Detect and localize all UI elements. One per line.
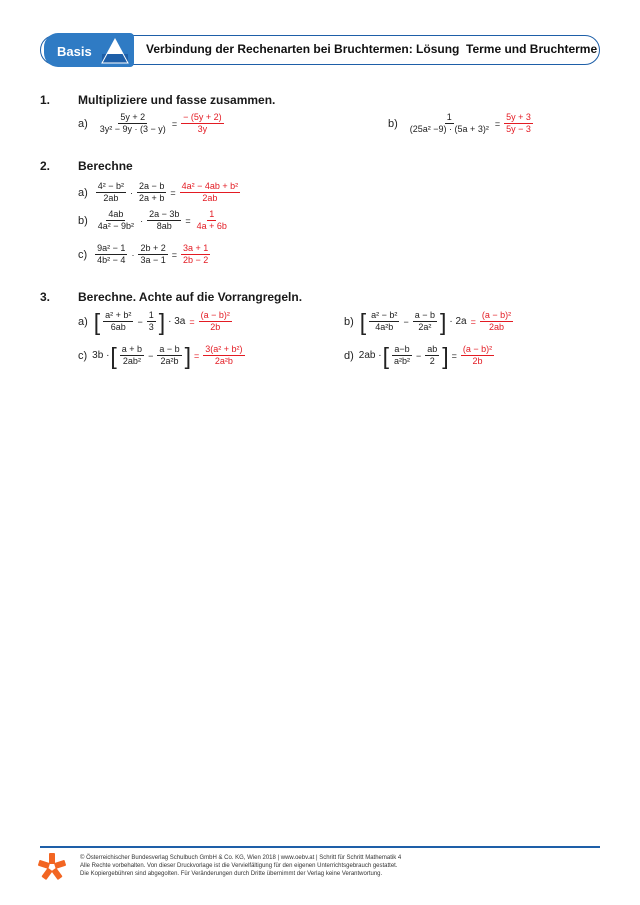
numerator: ab (427, 344, 438, 354)
denominator: 4a + 6b (196, 221, 227, 231)
numerator: a − b (159, 344, 180, 354)
equals-sign: = (189, 316, 195, 327)
numerator: 4a² − 4ab + b² (181, 181, 239, 191)
numerator: 9a² − 1 (97, 243, 126, 253)
equals-sign: = (171, 118, 178, 129)
numerator: 1 (148, 310, 154, 320)
denominator: 2a²b (160, 356, 179, 366)
task3-d-label: d) (344, 349, 354, 362)
task3-number: 3. (40, 290, 51, 304)
task3-a-label: a) (78, 315, 88, 328)
denominator: 3a − 1 (140, 255, 166, 265)
task2-a-solution (180, 181, 241, 204)
term-1 (103, 310, 133, 333)
term-1 (392, 344, 412, 367)
numerator: (a − b)² (462, 344, 493, 354)
denominator: 2a + b (139, 193, 165, 203)
denominator: 2ab (488, 322, 505, 332)
prefactor: 3b · (92, 350, 110, 361)
task3-c (78, 344, 247, 367)
multiplier: · 3a (168, 316, 186, 327)
task2-b-solution (195, 209, 229, 232)
minus-sign: − (148, 350, 154, 361)
equals-sign: = (451, 350, 457, 361)
minus-sign: − (137, 316, 143, 327)
numerator: a−b (394, 344, 410, 354)
right-bracket: ] (442, 342, 449, 369)
minus-sign: − (403, 316, 409, 327)
numerator: (a − b)² (481, 310, 512, 320)
numerator: 2a − b (139, 181, 165, 191)
numerator: 2b + 2 (140, 243, 166, 253)
fees-line: Die Kopiergebühren sind abgegolten. Für Veränderungen durch Dritte übernimmt der Verlag keine Verantwortung. (80, 871, 383, 877)
numerator: a² + b² (105, 310, 132, 320)
task2-c (78, 243, 212, 266)
term-2 (157, 344, 181, 367)
numerator: a + b (121, 344, 143, 354)
denominator: 4b² − 4 (97, 255, 126, 265)
task3-a (78, 310, 234, 333)
task3-b-label: b) (344, 315, 354, 328)
times-sign: · (131, 249, 135, 260)
task2-b-label: b) (78, 214, 88, 227)
right-bracket: ] (439, 308, 447, 335)
equals-sign: = (171, 249, 177, 260)
denominator: 3 (148, 322, 154, 332)
level-badge-label: Basis (57, 44, 92, 59)
task3-d-solution (461, 344, 494, 367)
numerator: 1 (446, 112, 452, 122)
task1-instruction: Multipliziere und fasse zusammen. (78, 93, 276, 107)
factor-1 (96, 181, 126, 204)
factor-2 (138, 243, 167, 266)
denominator: 3y (197, 124, 208, 134)
task3-instruction: Berechne. Achte auf die Vorrangregeln. (78, 290, 303, 304)
numerator: 4ab (108, 209, 124, 219)
task2-a-label: a) (78, 186, 88, 199)
worksheet-topic: Terme und Bruchterme (466, 42, 598, 56)
equals-sign: = (170, 187, 176, 198)
worksheet-title: Verbindung der Rechenarten bei Bruchtermen: Lösung (146, 42, 460, 56)
term-2 (413, 310, 437, 333)
prefactor: 2ab · (358, 350, 382, 361)
numerator: a − b (414, 310, 435, 320)
term-1 (369, 310, 399, 333)
task1-number: 1. (40, 93, 51, 107)
denominator: 2a²b (214, 356, 233, 366)
denominator: 2b − 2 (183, 255, 209, 265)
numerator: 3(a² + b²) (205, 344, 243, 354)
denominator: a²b² (393, 356, 410, 366)
task3-c-solution (203, 344, 244, 367)
left-bracket: [ (382, 342, 389, 369)
task1-b-fraction (408, 112, 491, 135)
denominator: 2ab (103, 193, 119, 203)
denominator: 2a² (418, 322, 432, 332)
denominator: 8ab (156, 221, 172, 231)
numerator: − (5y + 2) (183, 112, 222, 122)
task1-b-label: b) (388, 117, 398, 130)
numerator: 1 (209, 209, 215, 219)
task3-b (344, 310, 515, 333)
denominator: (25a² −9) · (5a + 3)² (409, 124, 489, 134)
publisher-logo-icon (38, 852, 66, 882)
denominator: 2b (210, 322, 221, 332)
minus-sign: − (415, 350, 422, 361)
term-2 (147, 310, 156, 333)
factor-1 (95, 243, 127, 266)
times-sign: · (140, 215, 144, 226)
task3-a-solution (199, 310, 232, 333)
numerator: 5y + 2 (120, 112, 146, 122)
task3-c-label: c) (78, 349, 88, 362)
numerator: 5y + 3 (506, 112, 531, 122)
numerator: 3a + 1 (183, 243, 209, 253)
task1-b (388, 112, 535, 135)
footer-text (80, 854, 401, 878)
denominator: 2 (429, 356, 435, 366)
rights-line: Alle Rechte vorbehalten. Von dieser Druckvorlage ist die Vervielfältigung für den eigenen Unterrichtsgebrauch gestattet. (80, 863, 398, 869)
task2-c-label: c) (78, 248, 88, 261)
factor-2 (147, 209, 181, 232)
task2-c-solution (181, 243, 210, 266)
factor-1 (96, 209, 136, 232)
task1-b-solution (504, 112, 533, 135)
task3-d (344, 344, 496, 367)
denominator: 4a²b (375, 322, 394, 332)
task2-a (78, 181, 242, 204)
footer-rule (40, 846, 600, 848)
task2-number: 2. (40, 159, 51, 173)
left-bracket: [ (359, 308, 367, 335)
denominator: 5y − 3 (506, 124, 531, 134)
factor-2 (137, 181, 166, 204)
equals-sign: = (470, 316, 476, 327)
equals-sign: = (194, 350, 200, 361)
task1-a (78, 112, 226, 135)
denominator: 6ab (110, 322, 126, 332)
term-2 (425, 344, 439, 367)
numerator: 2a − 3b (149, 209, 180, 219)
task1-a-solution (181, 112, 224, 135)
task2-instruction: Berechne (78, 159, 133, 173)
right-bracket: ] (158, 308, 166, 335)
denominator: 3y² − 9y · (3 − y) (99, 124, 166, 134)
term-1 (120, 344, 144, 367)
times-sign: · (130, 187, 134, 198)
denominator: 4a² − 9b² (97, 221, 135, 231)
task3-b-solution (480, 310, 513, 333)
numerator: (a − b)² (200, 310, 230, 320)
numerator: a² − b² (371, 310, 398, 320)
level-pyramid-icon (100, 37, 130, 65)
multiplier: · 2a (449, 316, 467, 327)
right-bracket: ] (184, 342, 192, 369)
task1-a-fraction (98, 112, 168, 135)
denominator: 2b (472, 356, 483, 366)
task2-b (78, 209, 231, 232)
left-bracket: [ (110, 342, 117, 369)
task1-a-label: a) (78, 117, 88, 130)
left-bracket: [ (93, 308, 101, 335)
denominator: 2ab² (122, 356, 141, 366)
equals-sign: = (185, 215, 191, 226)
numerator: 4² − b² (97, 181, 125, 191)
equals-sign: = (494, 118, 501, 129)
copyright-line: © Österreichischer Bundesverlag Schulbuch GmbH & Co. KG, Wien 2018 | www.oebv.at | Schritt für Schritt Mathematik 4 (80, 855, 402, 861)
denominator: 2ab (202, 193, 218, 203)
